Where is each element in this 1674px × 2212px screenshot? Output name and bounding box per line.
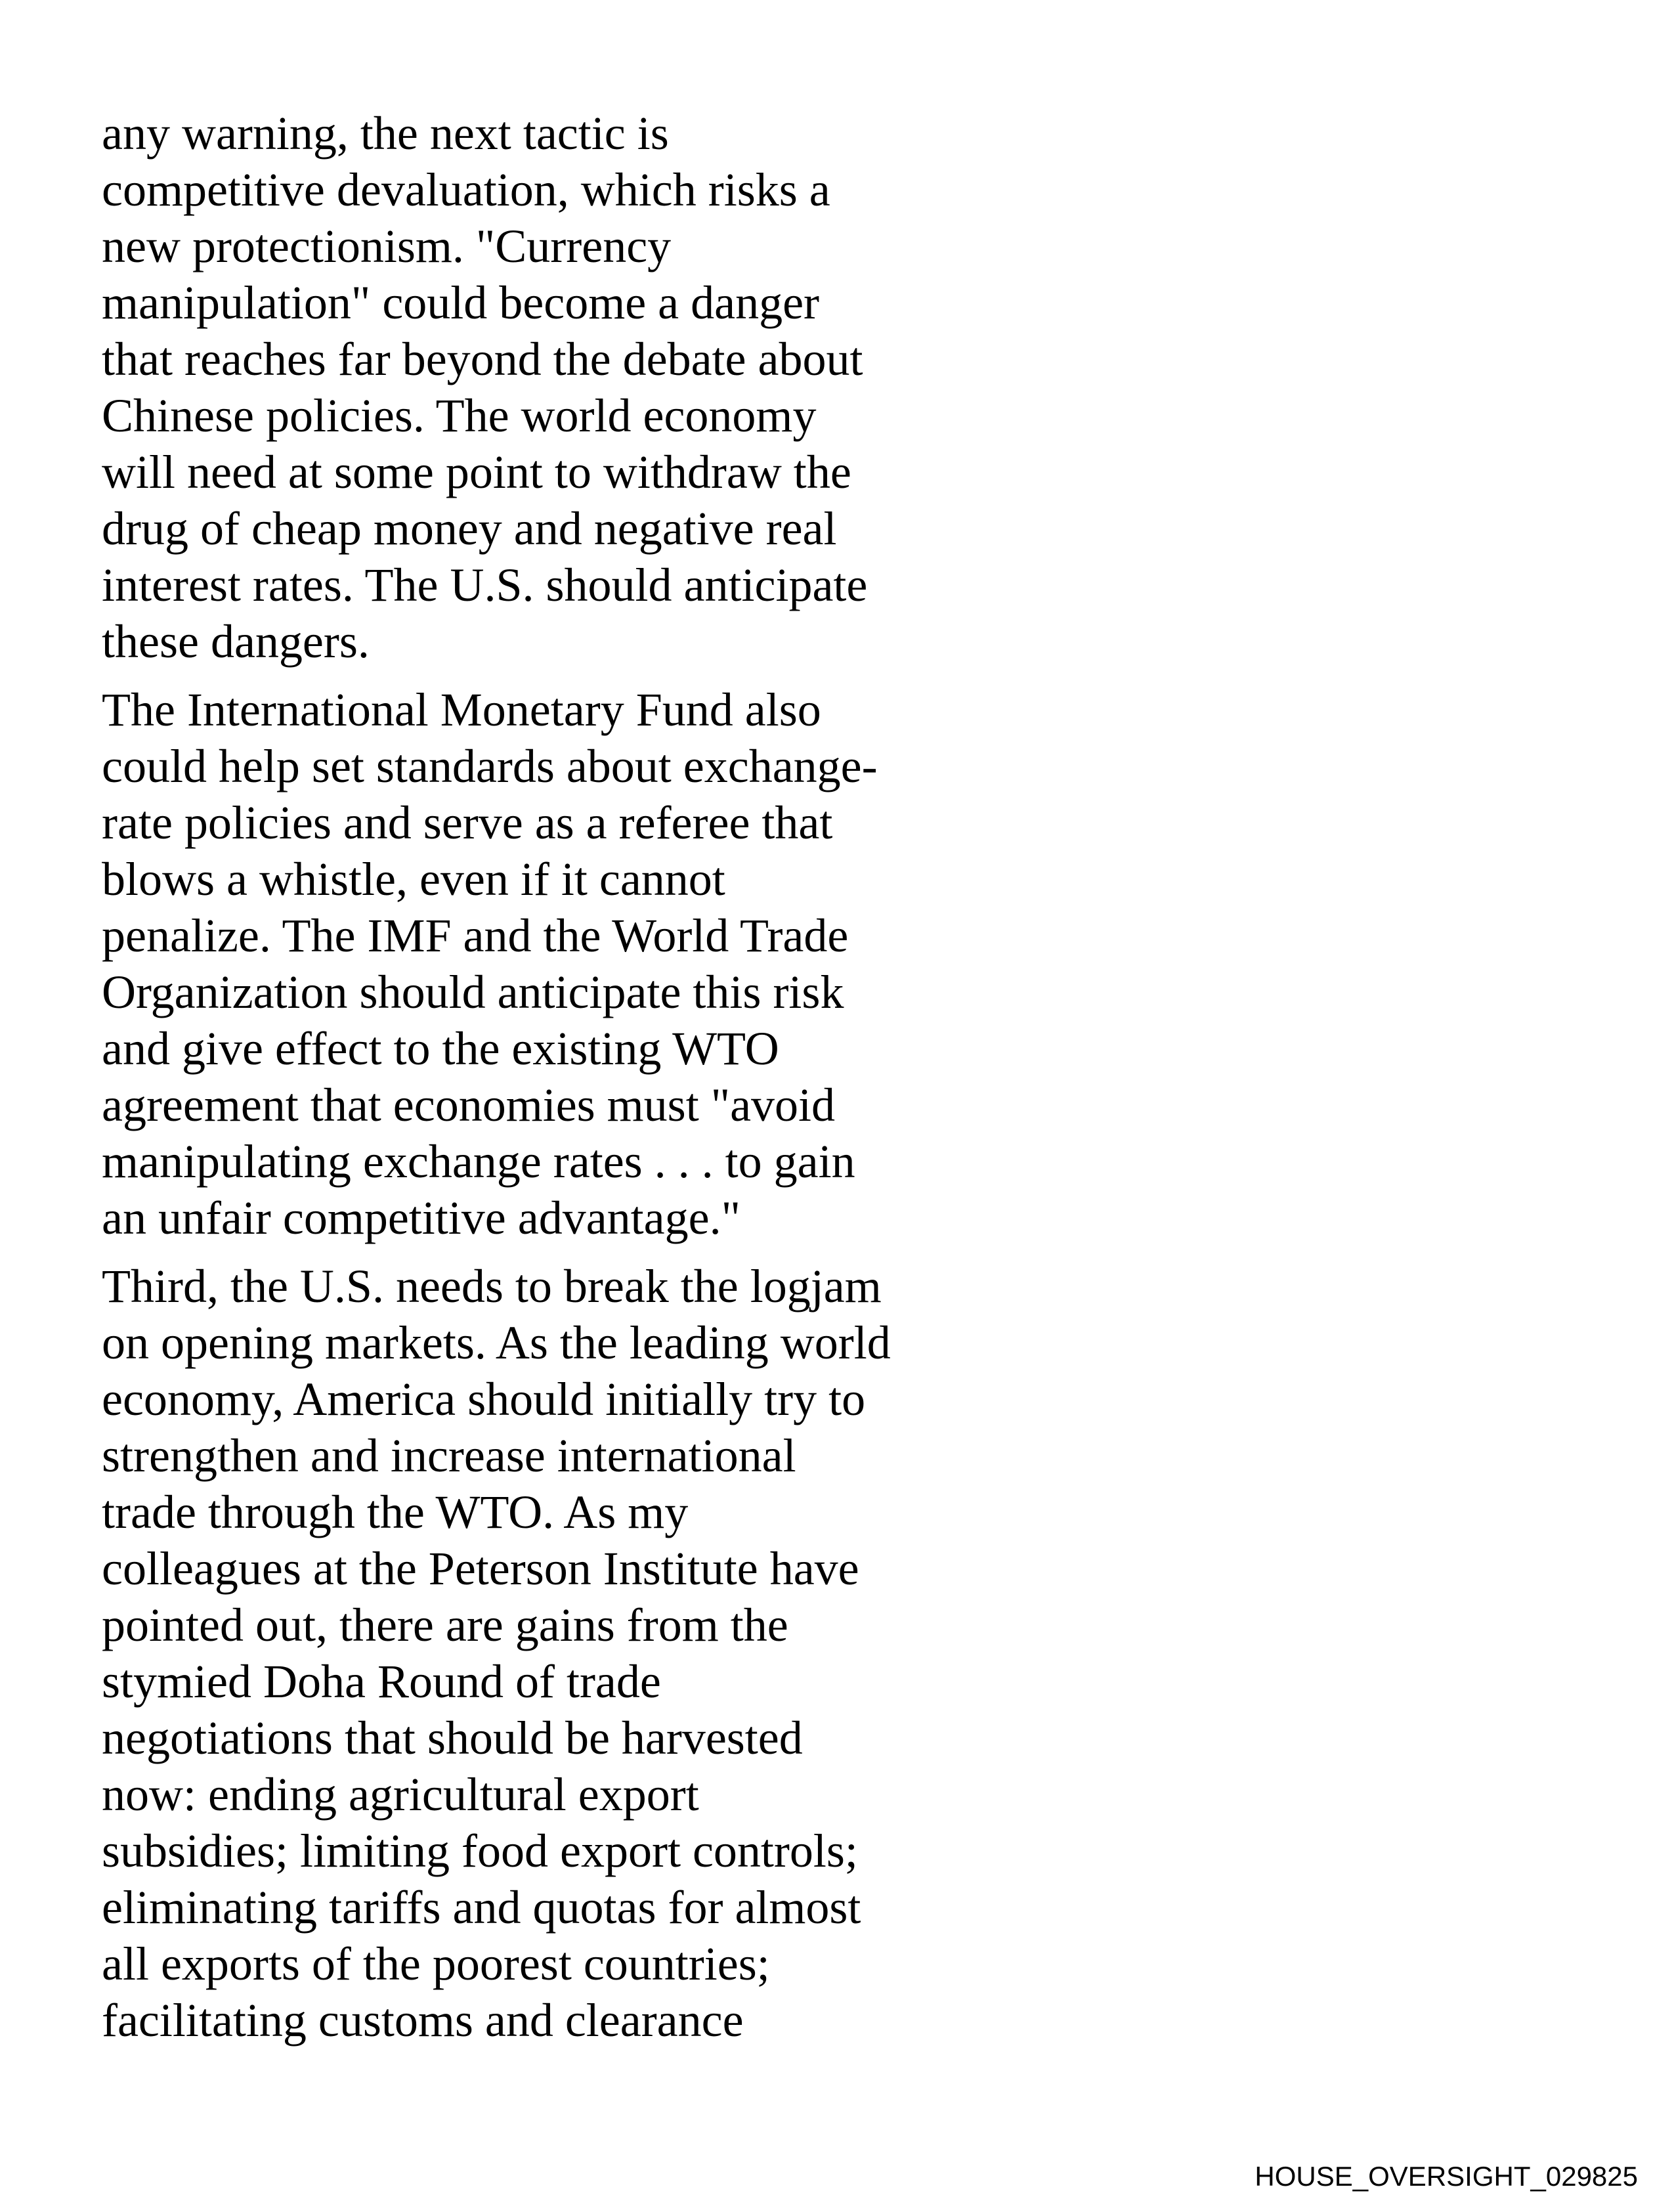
text-line: eliminating tariffs and quotas for almost: [102, 1881, 861, 1934]
text-line: on opening markets. As the leading world: [102, 1316, 891, 1369]
text-line: will need at some point to withdraw the: [102, 446, 851, 498]
text-line: Organization should anticipate this risk: [102, 966, 844, 1018]
text-line: these dangers.: [102, 615, 370, 668]
body-text-column: [102, 105, 955, 2060]
text-line: The International Monetary Fund also: [102, 683, 821, 736]
text-line: stymied Doha Round of trade: [102, 1655, 661, 1708]
text-line: competitive devaluation, which risks a: [102, 163, 830, 216]
text-line: pointed out, there are gains from the: [102, 1599, 788, 1651]
text-line: an unfair competitive advantage.": [102, 1192, 740, 1244]
text-line: blows a whistle, even if it cannot: [102, 853, 725, 905]
paragraph-currency-manipulation: [102, 105, 955, 670]
text-line: manipulation" could become a danger: [102, 276, 820, 329]
text-line: any warning, the next tactic is: [102, 107, 669, 160]
text-line: strengthen and increase international: [102, 1429, 796, 1482]
text-line: subsidies; limiting food export controls;: [102, 1825, 858, 1877]
paragraph-opening-markets: [102, 1258, 955, 2049]
document-id-stamp: HOUSE_OVERSIGHT_029825: [1255, 2161, 1638, 2192]
text-line: new protectionism. "Currency: [102, 220, 672, 272]
text-line: Chinese policies. The world economy: [102, 389, 817, 442]
text-line: now: ending agricultural export: [102, 1768, 699, 1821]
text-line: rate policies and serve as a referee that: [102, 796, 833, 849]
text-line: penalize. The IMF and the World Trade: [102, 909, 849, 962]
text-line: colleagues at the Peterson Institute have: [102, 1542, 859, 1595]
text-line: economy, America should initially try to: [102, 1373, 866, 1425]
text-line: trade through the WTO. As my: [102, 1486, 689, 1538]
paragraph-imf-referee: [102, 682, 955, 1246]
text-line: drug of cheap money and negative real: [102, 502, 837, 555]
text-line: negotiations that should be harvested: [102, 1712, 803, 1764]
text-line: facilitating customs and clearance: [102, 1994, 744, 2047]
text-line: agreement that economies must "avoid: [102, 1079, 836, 1131]
text-line: that reaches far beyond the debate about: [102, 333, 863, 385]
text-line: and give effect to the existing WTO: [102, 1022, 779, 1075]
text-line: could help set standards about exchange-: [102, 740, 878, 792]
text-line: all exports of the poorest countries;: [102, 1938, 770, 1990]
text-line: interest rates. The U.S. should anticipate: [102, 559, 868, 611]
text-line: manipulating exchange rates . . . to gain: [102, 1135, 855, 1188]
text-line: Third, the U.S. needs to break the logjam: [102, 1260, 882, 1312]
